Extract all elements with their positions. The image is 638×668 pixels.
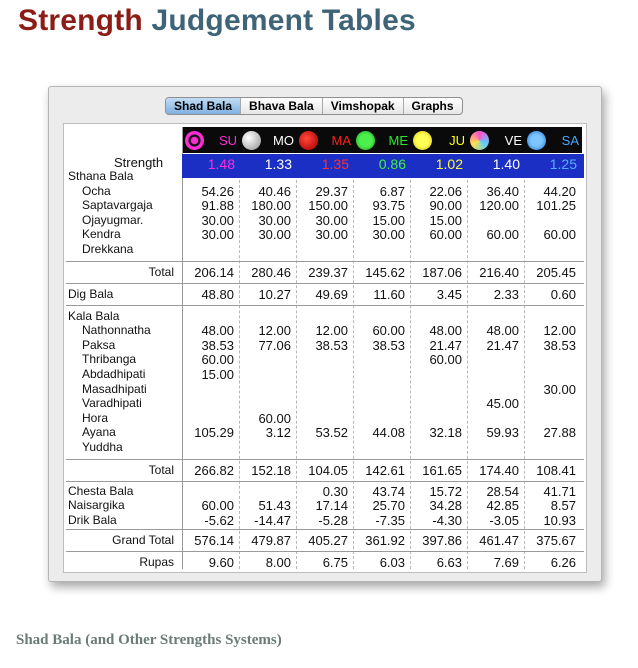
table-cell: 104.05	[308, 462, 348, 478]
table-cell: 3.45	[436, 286, 462, 302]
table-cell: 60.00	[201, 352, 234, 368]
table-cell: -5.62	[204, 512, 234, 528]
table-cell: 9.60	[208, 555, 234, 571]
row-label: Ocha	[82, 183, 111, 198]
table-cell: 44.08	[372, 425, 405, 441]
table-cell: 53.52	[315, 425, 348, 441]
planet-header-su	[183, 127, 240, 153]
table-cell: 15.72	[429, 483, 462, 499]
table-cell: 60.00	[201, 498, 234, 514]
table-cell: 48.00	[429, 323, 462, 339]
table-cell: 150.00	[308, 198, 348, 214]
strength-value: 1.35	[321, 156, 349, 172]
table-cell: 38.53	[372, 337, 405, 353]
table-cell: 17.14	[315, 498, 348, 514]
section-title-dig-bala: Dig Bala	[68, 286, 114, 301]
row-label: Hora	[82, 410, 109, 425]
table-cell: 43.74	[372, 483, 405, 499]
moon-icon	[242, 131, 261, 150]
planet-abbr: MA	[331, 132, 351, 148]
table-cell: 15.00	[201, 367, 234, 382]
page-title	[18, 4, 416, 38]
table-cell: 36.40	[486, 183, 519, 199]
planet-abbr: JU	[449, 132, 465, 148]
planet-header-ma	[297, 127, 354, 153]
section-title-kala-bala: Kala Bala	[68, 308, 120, 323]
planet-abbr: MO	[273, 132, 294, 148]
page-title-part1: Strength	[18, 4, 143, 37]
rupas-label: Rupas	[139, 555, 174, 570]
table-cell: 0.30	[322, 483, 348, 499]
table-cell: -14.47	[254, 512, 291, 528]
tab-bar	[165, 97, 463, 115]
table-cell: 11.60	[373, 286, 405, 302]
row-label: Nathonnatha	[82, 323, 151, 338]
total-label: Total	[148, 462, 174, 477]
table-cell: 15.00	[372, 212, 405, 228]
row-label: Thribanga	[82, 352, 137, 367]
table-cell: 108.41	[536, 462, 576, 478]
table-cell: 6.87	[379, 183, 405, 199]
table-cell: 7.69	[493, 555, 519, 571]
jupiter-icon	[413, 131, 432, 150]
table-cell: 30.00	[372, 227, 405, 243]
table-cell: 30.00	[315, 212, 348, 228]
saturn-icon	[527, 131, 546, 150]
page-title-part2: Judgement Tables	[151, 4, 416, 37]
row-label: Kendra	[82, 227, 121, 242]
table-cell: 54.26	[201, 183, 234, 199]
planet-abbr: VE	[504, 132, 522, 148]
strength-value: 1.25	[549, 156, 577, 172]
table-cell: 12.00	[543, 323, 576, 339]
table-cell: -5.28	[318, 512, 348, 528]
grand-total-label: Grand Total	[112, 533, 174, 548]
table-cell: 6.75	[322, 555, 348, 571]
table-cell: 161.65	[422, 462, 462, 478]
table-cell: 48.00	[486, 323, 519, 339]
table-cell: 48.00	[201, 323, 234, 339]
table-cell: 3.12	[265, 425, 291, 441]
table-cell: 60.00	[372, 323, 405, 339]
row-label: Ayana	[82, 425, 116, 440]
table-cell: 40.46	[258, 183, 291, 199]
table-cell: 0.60	[550, 286, 576, 302]
strength-table	[63, 123, 587, 573]
table-cell: 48.80	[201, 286, 234, 302]
table-cell: 30.00	[315, 227, 348, 243]
table-cell: 41.71	[543, 483, 576, 499]
strength-value: 1.40	[492, 156, 520, 172]
table-cell: 12.00	[315, 323, 348, 339]
strength-value: 1.33	[264, 156, 292, 172]
tab-bhava-bala[interactable]: Bhava Bala	[241, 98, 323, 114]
table-cell: -7.35	[375, 512, 405, 528]
table-cell: 174.40	[479, 462, 519, 478]
table-cell: 10.27	[258, 286, 291, 302]
table-cell: 397.86	[422, 533, 462, 549]
table-cell: 206.14	[194, 264, 234, 280]
table-cell: 25.70	[372, 498, 405, 514]
table-cell: 60.00	[429, 352, 462, 368]
row-label: Naisargika	[68, 498, 125, 513]
table-cell: 6.03	[379, 555, 405, 571]
planet-abbr: ME	[388, 132, 408, 148]
table-cell: 27.88	[543, 425, 576, 441]
row-label: Chesta Bala	[68, 483, 134, 498]
table-cell: 32.18	[429, 425, 462, 441]
table-cell: 60.00	[258, 410, 291, 426]
table-cell: 44.20	[543, 183, 576, 199]
table-cell: 29.37	[315, 183, 348, 199]
table-cell: 461.47	[479, 533, 519, 549]
strength-value: 1.02	[435, 156, 463, 172]
table-cell: 361.92	[365, 533, 405, 549]
table-cell: 93.75	[372, 198, 405, 214]
total-label: Total	[148, 264, 174, 279]
table-cell: 205.45	[536, 264, 576, 280]
row-label: Abdadhipati	[82, 367, 146, 381]
table-cell: 51.43	[258, 498, 291, 514]
venus-icon	[470, 131, 489, 150]
row-label: Drik Bala	[68, 512, 117, 527]
strength-value: 0.86	[378, 156, 406, 172]
table-cell: 30.00	[258, 212, 291, 228]
strength-label: Strength	[114, 155, 164, 170]
table-cell: 77.06	[258, 337, 291, 353]
table-cell: 239.37	[308, 264, 348, 280]
row-label: Varadhipati	[82, 396, 142, 411]
mercury-icon	[356, 131, 375, 150]
table-cell: 266.82	[194, 462, 234, 478]
table-cell: 479.87	[251, 533, 291, 549]
table-cell: -4.30	[432, 512, 462, 528]
table-cell: 145.62	[365, 264, 405, 280]
table-cell: 38.53	[315, 337, 348, 353]
tab-graphs[interactable]: Graphs	[411, 99, 454, 113]
row-label: Ojayugmar.	[82, 212, 144, 227]
table-cell: 49.69	[315, 286, 348, 302]
table-cell: 22.06	[429, 183, 462, 199]
table-cell: 280.46	[251, 264, 291, 280]
section-title-sthana-bala: Sthana Bala	[68, 169, 134, 183]
row-label: Paksa	[82, 337, 116, 352]
row-label: Drekkana	[82, 242, 134, 256]
table-cell: 60.00	[429, 227, 462, 243]
table-cell: 21.47	[429, 337, 462, 353]
table-cell: 30.00	[258, 227, 291, 243]
table-cell: 38.53	[543, 337, 576, 353]
planet-header-me	[354, 127, 411, 153]
table-cell: 101.25	[536, 198, 576, 214]
sun-icon	[185, 131, 204, 150]
mars-icon	[299, 131, 318, 150]
planet-header-mo	[240, 127, 297, 153]
table-cell: 6.63	[436, 555, 462, 571]
table-cell: 405.27	[308, 533, 348, 549]
table-cell: 34.28	[429, 498, 462, 514]
table-cell: 8.57	[550, 498, 576, 514]
table-cell: 30.00	[201, 227, 234, 243]
table-cell: 120.00	[479, 198, 519, 214]
tab-shad-bala[interactable]: Shad Bala	[166, 98, 241, 114]
table-cell: 30.00	[201, 212, 234, 228]
table-cell: 38.53	[201, 337, 234, 353]
figure-caption: Shad Bala (and Other Strengths Systems)	[16, 632, 282, 648]
planet-header-ve	[468, 127, 525, 153]
table-cell: 42.85	[486, 498, 519, 514]
planet-abbr: SU	[218, 132, 237, 148]
row-label: Masadhipati	[82, 381, 147, 396]
table-cell: 15.00	[429, 212, 462, 228]
table-cell: 2.33	[493, 286, 519, 302]
table-cell: 12.00	[258, 323, 291, 339]
table-cell: 6.26	[550, 555, 576, 571]
table-cell: 187.06	[422, 264, 462, 280]
table-cell: 216.40	[479, 264, 519, 280]
table-cell: 60.00	[486, 227, 519, 243]
table-cell: 142.61	[365, 462, 405, 478]
table-cell: 105.29	[194, 425, 234, 441]
shad-bala-window	[48, 86, 602, 582]
row-label: Saptavargaja	[82, 198, 153, 213]
tab-vimshopak[interactable]: Vimshopak	[323, 98, 404, 114]
table-cell: 59.93	[486, 425, 519, 441]
table-cell: 90.00	[429, 198, 462, 214]
table-cell: 375.67	[536, 533, 576, 549]
table-cell: 60.00	[543, 227, 576, 243]
strength-value: 1.48	[207, 156, 235, 172]
planet-header-sa	[525, 127, 582, 153]
table-cell: 28.54	[486, 483, 519, 499]
table-cell: -3.05	[489, 512, 519, 528]
table-cell: 10.93	[543, 512, 576, 528]
table-cell: 91.88	[201, 198, 234, 214]
planet-abbr: SA	[561, 132, 579, 148]
table-cell: 30.00	[543, 381, 576, 397]
table-cell: 8.00	[265, 555, 291, 571]
table-cell: 21.47	[486, 337, 519, 353]
table-cell: 180.00	[251, 198, 291, 214]
table-cell: 152.18	[251, 462, 291, 478]
row-label: Yuddha	[82, 440, 123, 454]
table-cell: 576.14	[194, 533, 234, 549]
planet-header-ju	[411, 127, 468, 153]
table-cell: 45.00	[486, 396, 519, 412]
